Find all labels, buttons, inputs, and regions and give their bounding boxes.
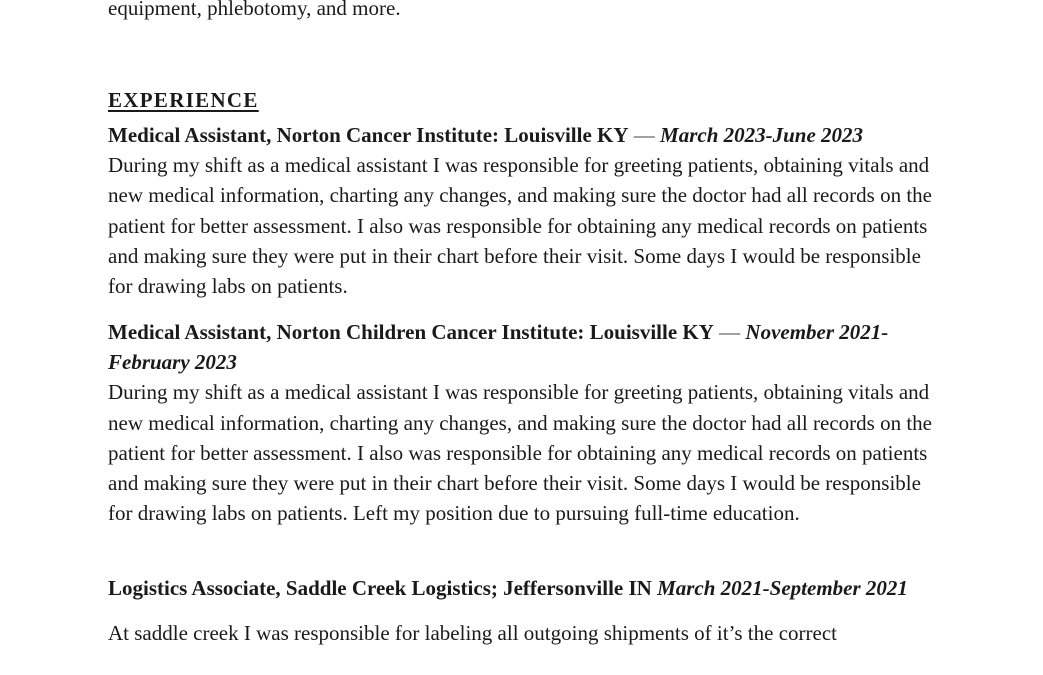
job-dates: March 2021-September 2021 <box>657 576 908 600</box>
job-dates: March 2023-June 2023 <box>660 123 864 147</box>
experience-heading: EXPERIENCE <box>108 88 259 112</box>
job-entry <box>108 573 948 648</box>
job-title: Medical Assistant, Norton Children Cancer Institute: Louisville KY <box>108 320 714 344</box>
job-title: Medical Assistant, Norton Cancer Institute: Louisville KY <box>108 123 629 147</box>
job-separator: — <box>713 320 746 344</box>
summary-last-line: equipment, phlebotomy, and more. <box>108 0 401 20</box>
job-entry <box>108 317 948 528</box>
job-header <box>108 120 948 150</box>
job-entry <box>108 120 948 301</box>
job-dates: November 2021-February 2023 <box>108 320 889 375</box>
job-separator: — <box>628 123 661 147</box>
job-header <box>108 317 948 377</box>
job-description: During my shift as a medical assistant I was responsible for greeting patients, obtaining vitals and new medical information, charting any changes, and making sure the doctor had all records on the patient for better assessment. I also was responsible for obtaining any medical records on patients and making sure they were put in their chart before their visit. Some days I would be responsible for drawing labs on patients. <box>108 153 932 299</box>
job-title: Logistics Associate, Saddle Creek Logistics; Jeffersonville IN <box>108 576 652 600</box>
job-description: During my shift as a medical assistant I was responsible for greeting patients, obtaining vitals and new medical information, charting any changes, and making sure the doctor had all records on the patient for better assessment. I also was responsible for obtaining any medical records on patients and making sure they were put in their chart before their visit. Some days I would be responsible for drawing labs on patients. Left my position due to pursuing full-time education. <box>108 380 932 526</box>
job-header <box>108 573 948 603</box>
job-description: At saddle creek I was responsible for labeling all outgoing shipments of it’s the correct <box>108 621 837 646</box>
